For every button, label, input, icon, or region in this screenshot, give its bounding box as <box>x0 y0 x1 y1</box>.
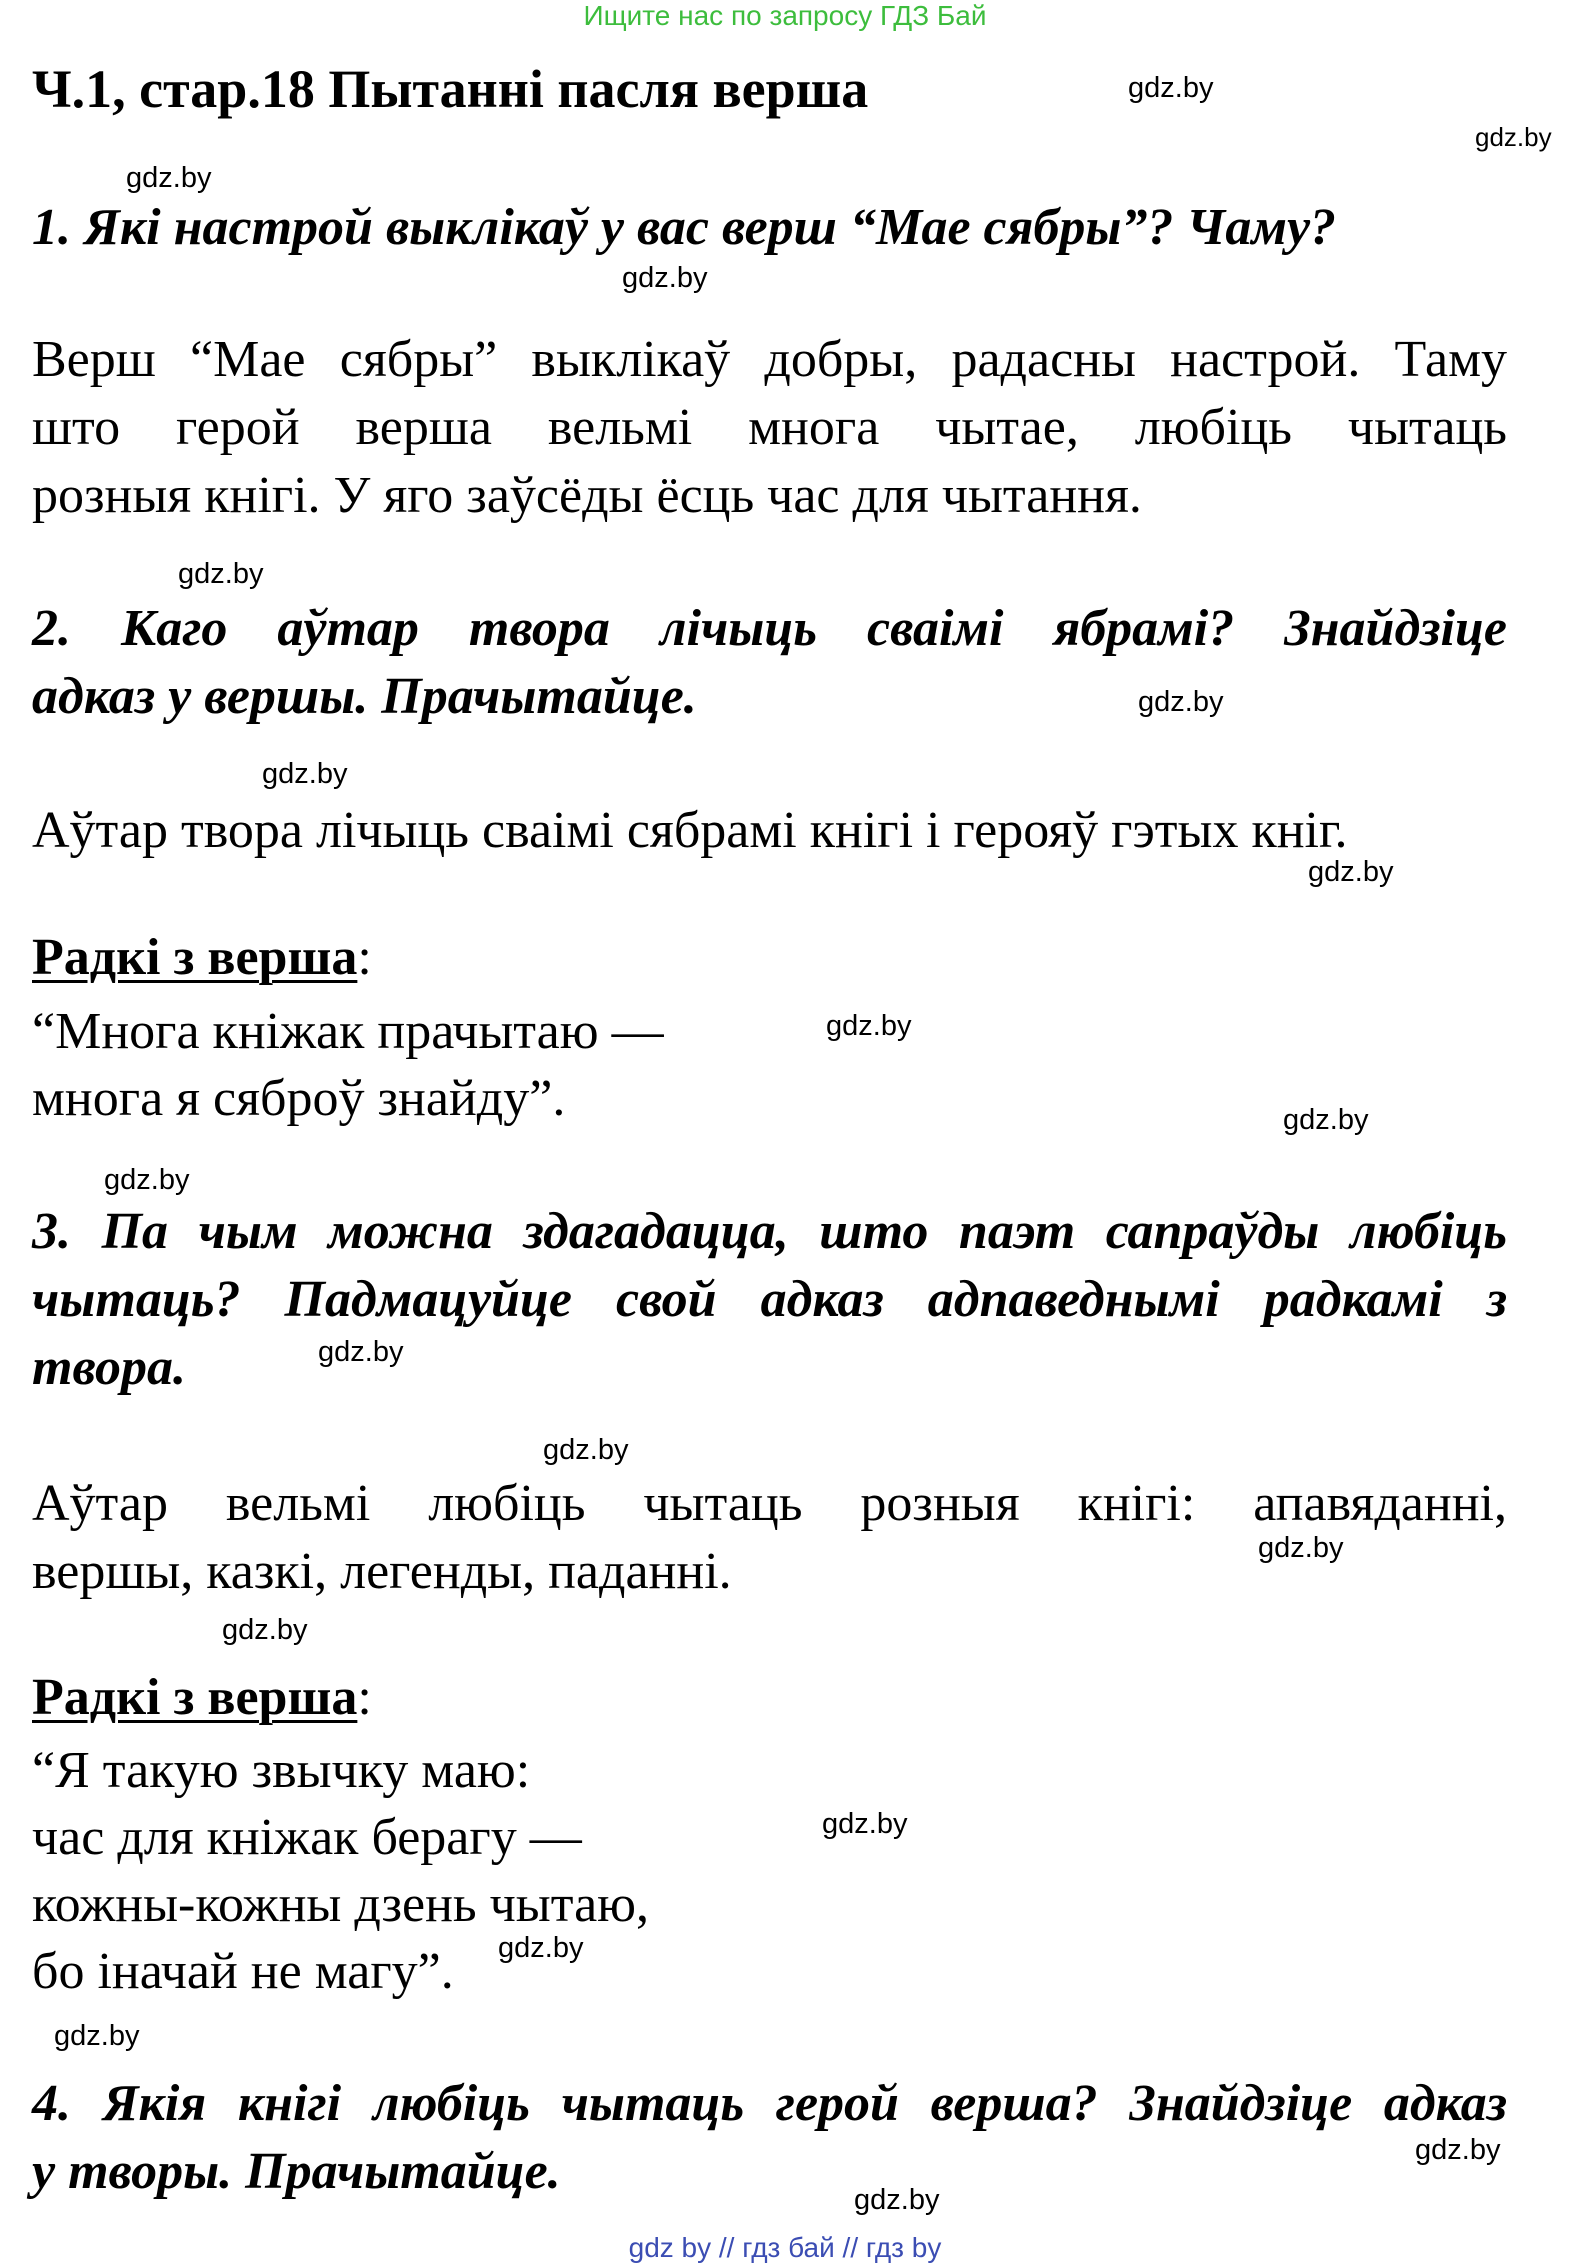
watermark: gdz.by <box>1283 1104 1369 1136</box>
question-line: чытаць? Падмацуйце свой адказ адпаведнымі радкамі з <box>32 1271 1507 1328</box>
watermark: gdz.by <box>1128 72 1214 104</box>
watermark: gdz.by <box>1138 686 1224 718</box>
watermark: gdz.by <box>1258 1532 1344 1564</box>
verse-heading-text: Радкі з верша <box>32 929 358 986</box>
verse-line: бо іначай не магу”. <box>32 1943 454 2000</box>
verse-block <box>32 1737 649 2005</box>
answer-line: Верш “Мае сябры” выклікаў добры, радасны настрой. Таму <box>32 331 1507 388</box>
verse-line: многа я сяброў знайду”. <box>32 1070 566 1127</box>
answer-line: вершы, казкі, легенды, паданні. <box>32 1543 732 1600</box>
watermark: gdz.by <box>318 1336 404 1368</box>
footer-links[interactable]: gdz by // гдз бай // гдз by <box>628 2232 942 2263</box>
watermark: gdz.by <box>1475 122 1552 152</box>
answer-line: розныя кнігі. У яго заўсёды ёсць час для чытання. <box>32 467 1142 524</box>
watermark: gdz.by <box>822 1808 908 1840</box>
answer-2: Аўтар твора лічыць сваімі сябрамі кнігі і герояў гэтых кніг. <box>32 802 1348 859</box>
verse-line: час для кніжак берагу — <box>32 1809 582 1866</box>
verse-heading-colon: : <box>357 1669 372 1726</box>
question-line: у творы. Прачытайце. <box>32 2143 561 2200</box>
top-banner[interactable]: Ищите нас по запросу ГДЗ Бай <box>583 0 987 31</box>
answer-line: што герой верша вельмі многа чытае, любіць чытаць <box>32 399 1507 456</box>
answer-3 <box>32 1470 1507 1606</box>
question-3 <box>32 1198 1507 1402</box>
verse-heading-text: Радкі з верша <box>32 1669 358 1726</box>
watermark: gdz.by <box>498 1932 584 1964</box>
watermark: gdz.by <box>826 1010 912 1042</box>
verse-line: “Многа кніжак прачытаю — <box>32 1003 664 1060</box>
verse-line: “Я такую звычку маю: <box>32 1742 531 1799</box>
question-line: твора. <box>32 1339 186 1396</box>
verse-heading <box>32 1668 372 1727</box>
watermark: gdz.by <box>54 2020 140 2052</box>
question-1: 1. Які настрой выклікаў у вас верш “Мае сябры”? Чаму? <box>32 199 1337 256</box>
page-title: Ч.1, стар.18 Пытанні пасля верша <box>32 59 869 119</box>
watermark: gdz.by <box>126 162 212 194</box>
watermark: gdz.by <box>262 758 348 790</box>
watermark: gdz.by <box>1308 856 1394 888</box>
question-4 <box>32 2070 1507 2206</box>
watermark: gdz.by <box>622 262 708 294</box>
verse-heading-colon: : <box>357 929 372 986</box>
watermark: gdz.by <box>1415 2134 1501 2166</box>
answer-1 <box>32 326 1507 530</box>
watermark: gdz.by <box>178 558 264 590</box>
watermark: gdz.by <box>543 1434 629 1466</box>
verse-line: кожны-кожны дзень чытаю, <box>32 1876 649 1933</box>
watermark: gdz.by <box>222 1614 308 1646</box>
verse-heading <box>32 928 372 987</box>
verse-block <box>32 998 664 1132</box>
question-line: адказ у вершы. Прачытайце. <box>32 668 697 725</box>
watermark: gdz.by <box>104 1164 190 1196</box>
question-line: 4. Якія кнігі любіць чытаць герой верша? Знайдзіце адказ <box>32 2075 1507 2132</box>
question-line: 3. Па чым можна здагадацца, што паэт сапраўды любіць <box>32 1203 1507 1260</box>
watermark: gdz.by <box>854 2184 940 2216</box>
question-2 <box>32 595 1507 731</box>
answer-line: Аўтар вельмі любіць чытаць розныя кнігі: апавяданні, <box>32 1475 1507 1532</box>
question-line: 2. Каго аўтар твора лічыць сваімі ябрамі? Знайдзіце <box>32 600 1507 657</box>
